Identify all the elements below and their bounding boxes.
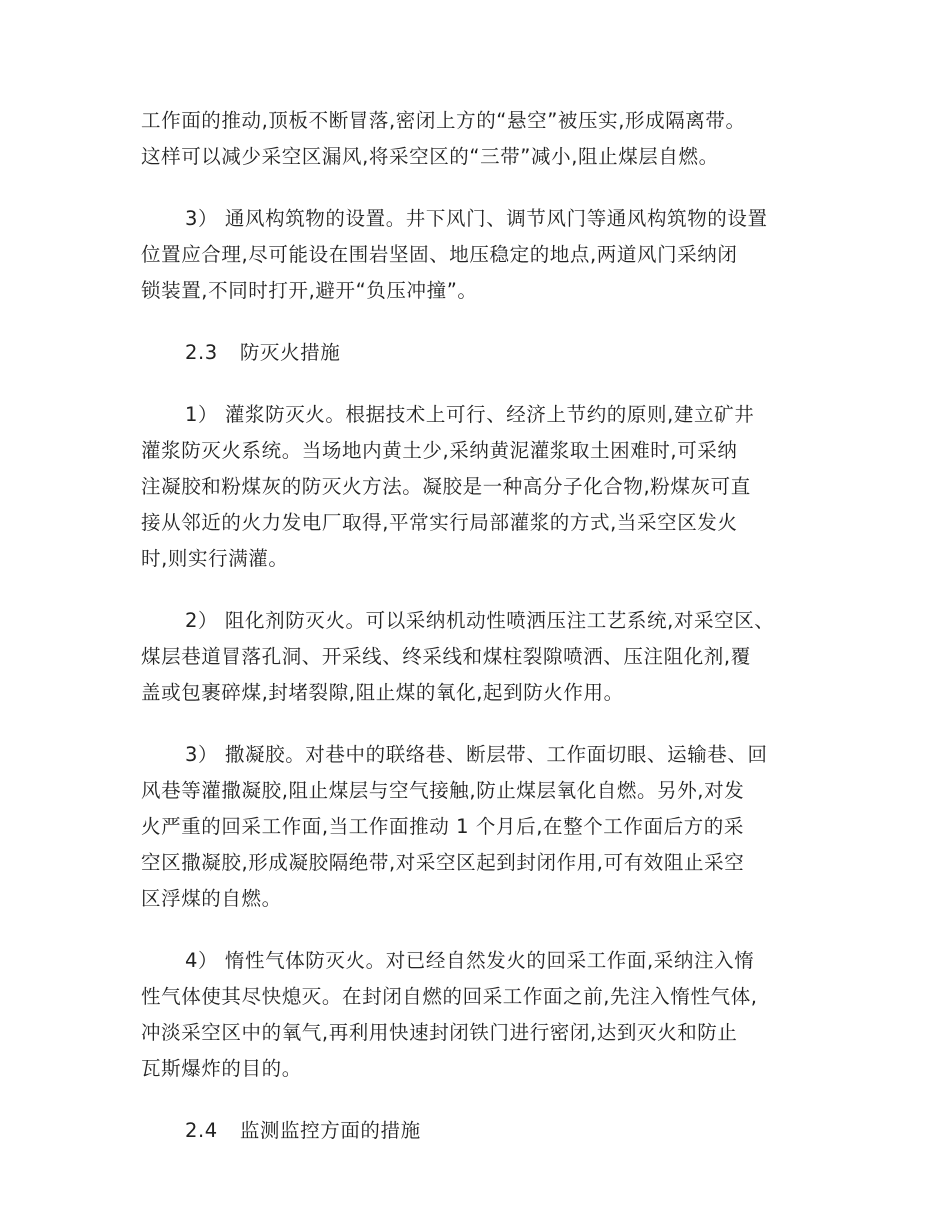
text-line: 位置应合理,尽可能设在围岩坚固、地压稳定的地点,两道风门采纳闭 [141,243,738,266]
text-line: 2） 阻化剂防灭火。可以采纳机动性喷洒压注工艺系统,对采空区、 [185,609,775,632]
text-line: 3） 撒凝胶。对巷中的联络巷、断层带、工作面切眼、运输巷、回 [185,743,768,766]
paragraph-inert-gas [141,943,830,1087]
text-line: 区浮煤的自燃。 [141,887,282,910]
paragraph-isolation-zone [141,103,830,175]
paragraph-inhibitor [141,603,830,711]
section-number: 2.3 [185,341,218,364]
section-heading-2-3 [185,335,830,371]
text-line: 3） 通风构筑物的设置。井下风门、调节风门等通风构筑物的设置 [185,207,768,230]
text-line: 煤层巷道冒落孔洞、开采线、终采线和煤柱裂隙喷洒、压注阻化剂,覆 [141,645,751,668]
text-line: 风巷等灌撒凝胶,阻止煤层与空气接触,防止煤层氧化自燃。另外,对发 [141,779,745,802]
text-line: 接从邻近的火力发电厂取得,平常实行局部灌浆的方式,当采空区发火 [141,511,738,534]
text-line: 盖或包裹碎煤,封堵裂隙,阻止煤的氧化,起到防火作用。 [141,681,624,704]
text-line: 灌浆防灭火系统。当场地内黄土少,采纳黄泥灌浆取土困难时,可采纳 [141,439,738,462]
text-line: 空区撒凝胶,形成凝胶隔绝带,对采空区起到封闭作用,可有效阻止采空 [141,851,745,874]
text-line: 性气体使其尽快熄灭。在封闭自燃的回采工作面之前,先注入惰性气体, [141,985,758,1008]
text-line: 时,则实行满灌。 [141,547,289,570]
paragraph-ventilation-structures [141,201,830,309]
section-number: 2.4 [185,1119,218,1142]
paragraph-grouting [141,397,830,577]
section-heading-2-4 [185,1113,830,1149]
section-title: 监测监控方面的措施 [239,1119,421,1142]
text-line: 这样可以减少采空区漏风,将采空区的“三带”减小,阻止煤层自燃。 [141,145,719,168]
text-line: 冲淡采空区中的氧气,再利用快速封闭铁门进行密闭,达到灭火和防止 [141,1021,738,1044]
text-line: 火严重的回采工作面,当工作面推动 1 个月后,在整个工作面后方的采 [141,815,745,838]
text-line: 注凝胶和粉煤灰的防灭火方法。凝胶是一种高分子化合物,粉煤灰可直 [141,475,751,498]
text-line: 工作面的推动,顶板不断冒落,密闭上方的“悬空”被压实,形成隔离带。 [141,109,746,132]
text-line: 瓦斯爆炸的目的。 [141,1057,302,1080]
text-line: 4） 惰性气体防灭火。对已经自然发火的回采工作面,采纳注入惰 [185,949,755,972]
text-line: 1） 灌浆防灭火。根据技术上可行、经济上节约的原则,建立矿井 [185,403,755,426]
text-line: 锁装置,不同时打开,避开“负压冲撞”。 [141,279,478,302]
section-title: 防灭火措施 [239,341,341,364]
paragraph-gel-spraying [141,737,830,917]
